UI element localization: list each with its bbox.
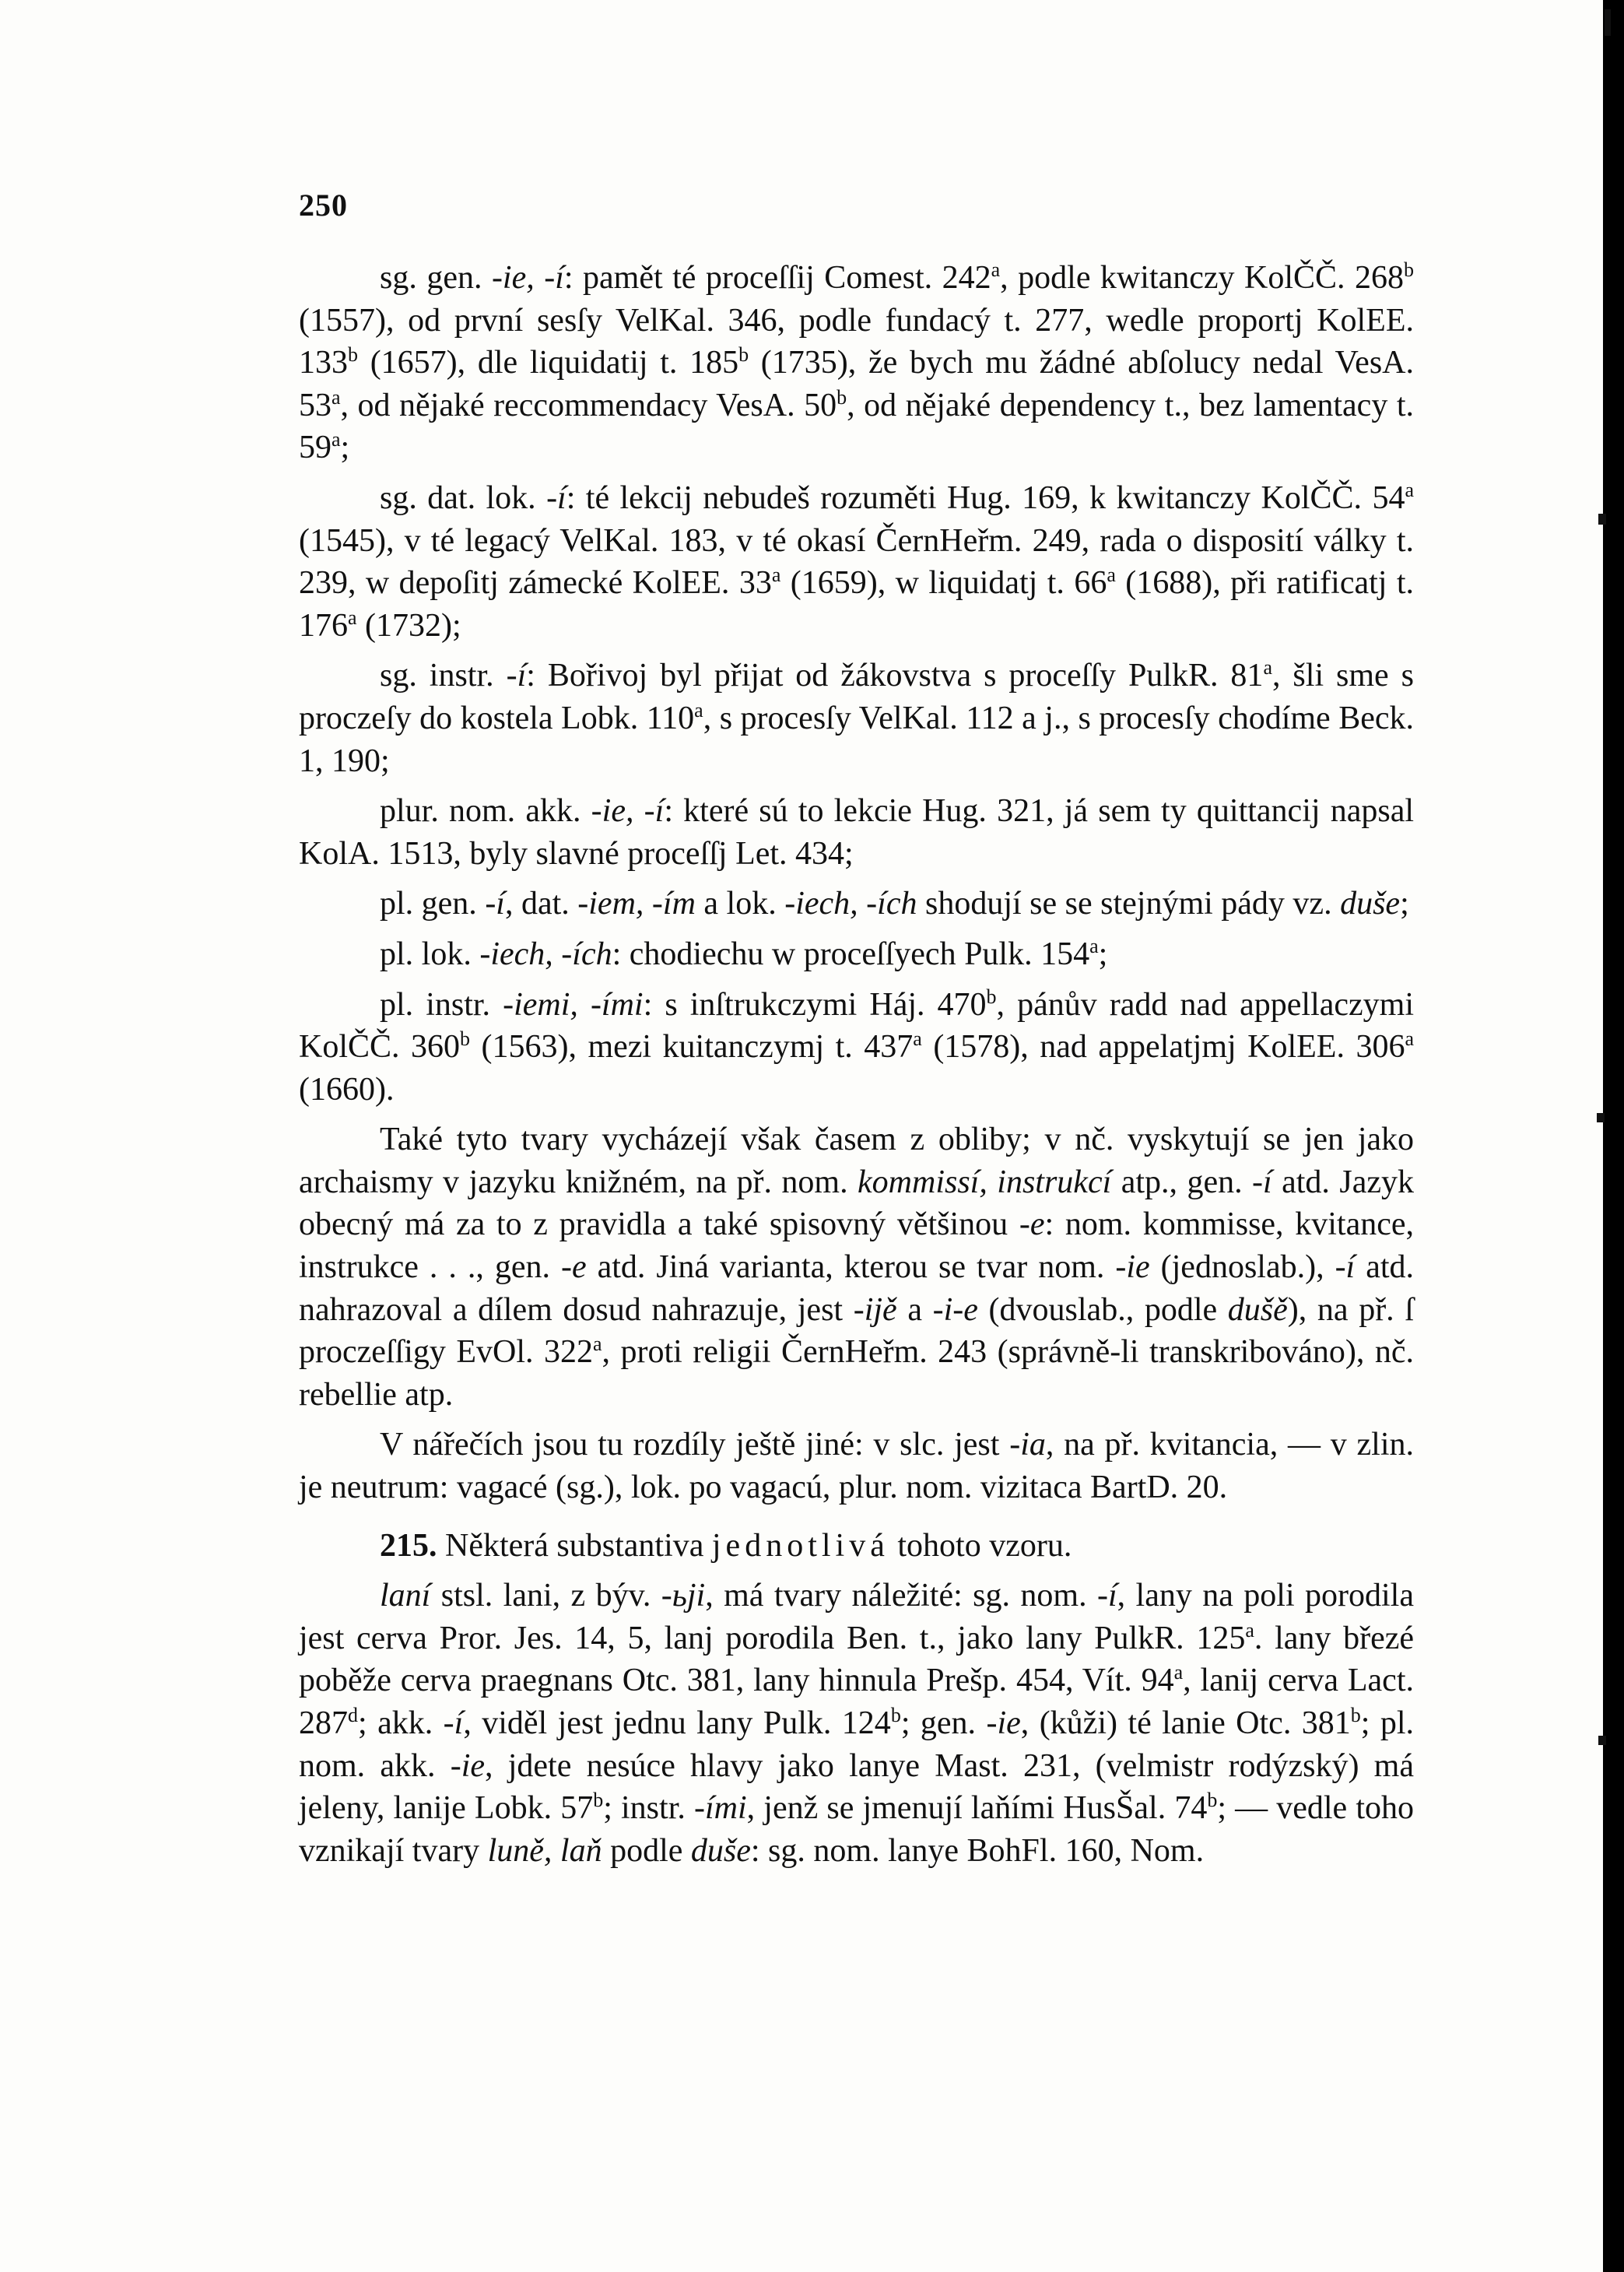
italic-text: -í (1335, 1249, 1356, 1286)
italic-text: -ie, -í (491, 260, 564, 296)
paragraph (299, 883, 1414, 925)
paragraph (299, 655, 1414, 782)
superscript: a (1405, 1027, 1414, 1051)
body-text (299, 257, 1414, 1880)
italic-text: -ie (1115, 1249, 1150, 1286)
superscript: b (837, 385, 847, 409)
text-run: pl. instr. (380, 986, 503, 1023)
scan-edge-mark (1598, 514, 1606, 525)
paragraph (299, 790, 1414, 875)
page-number: 250 (299, 188, 348, 223)
text-run: (1578), nad appelatjmj KolEE. 306 (921, 1029, 1405, 1066)
italic-text: -e (1019, 1206, 1045, 1243)
text-run: (1732); (356, 607, 461, 644)
text-run: ; (1400, 886, 1409, 922)
text-run: podle (602, 1832, 691, 1869)
text-run: ; gen. (900, 1705, 987, 1741)
italic-text: duše (1340, 886, 1401, 922)
text-run: (1545), v té legacý VelKal. 183, v té okasí ČernHeřm. 249, rada o disposití války t. 239, w depoſitj zámecké KolEE. 33 (299, 522, 1414, 602)
paragraph (299, 984, 1414, 1111)
superscript: b (460, 1027, 471, 1051)
italic-text: -ьji (661, 1578, 706, 1614)
text-run: atd. Jazyk obecný má za to z pravidla a také spisovný většinou (299, 1164, 1414, 1243)
text-run: pl. gen. (380, 886, 486, 922)
superscript: d (348, 1704, 358, 1726)
text-run: Některá substantiva (437, 1527, 712, 1564)
text-run: , jenž se jmenují laňími HusŠal. 74 (746, 1790, 1208, 1827)
text-run: : nom. kommisse, kvitance, instrukce . . ., gen. (299, 1206, 1414, 1286)
text-run: , lanij cerva Lact. 287 (299, 1663, 1414, 1741)
text-run: ; instr. (603, 1790, 694, 1827)
text-run: , pánův radd nad appellaczymi KolČČ. 360 (299, 986, 1415, 1066)
paragraph (299, 933, 1414, 976)
text-run: atd. Jiná varianta, kterou se tvar nom. (586, 1249, 1116, 1286)
superscript: a (331, 428, 341, 451)
superscript: a (331, 385, 341, 409)
text-run: (jednoslab.), (1149, 1249, 1335, 1286)
paragraph (299, 477, 1414, 647)
paragraph (299, 1424, 1414, 1508)
superscript: b (1404, 258, 1414, 281)
text-run: , lany na poli porodila jest cerva Pror. Jes. 14, 5, lanj porodila Ben. t., jako lany PulkR. 125 (299, 1578, 1414, 1656)
text-run: , jdete nesúce hlavy jako lanye Mast. 231, (velmistr rodýzský) má jeleny, lanije Lobk. 57 (299, 1747, 1414, 1827)
italic-text: -iemi, -ími (503, 986, 644, 1023)
text-run: , podle kwitanczy KolČČ. 268 (1000, 260, 1404, 296)
text-run: ; — vedle toho vznikají tvary (299, 1790, 1414, 1869)
text-run: sg. gen. (380, 260, 492, 296)
superscript: a (694, 698, 703, 722)
superscript: b (986, 985, 997, 1008)
text-run: , na př. kvitancia, — v zlin. je neutrum: vagacé (sg.), lok. po vagacú, plur. nom. vizitaca BartD. 20. (299, 1427, 1414, 1506)
italic-text: -iech, -ích (784, 886, 917, 922)
superscript: b (890, 1704, 901, 1726)
italic-text: -ia (1009, 1427, 1046, 1463)
italic-text: -í (485, 886, 505, 922)
italic-text: -í (546, 479, 566, 516)
superscript: b (593, 1789, 604, 1812)
text-run: (dvouslab., podle (977, 1291, 1228, 1328)
text-run: , s procesſy VelKal. 112 a j., s procesſy chodíme Beck. 1, 190; (299, 700, 1414, 779)
text-run: sg. dat. lok. (380, 479, 547, 516)
text-run: : sg. nom. lanye BohFl. 160, Nom. (750, 1832, 1205, 1869)
text-run: atd. nahrazoval a dílem dosud nahrazuje, jest (299, 1249, 1415, 1328)
superscript: a (1263, 656, 1272, 679)
superscript: a (1107, 564, 1116, 587)
text-run: ; akk. (358, 1705, 444, 1741)
text-run: (1660). (299, 1071, 395, 1108)
text-run: , od nějaké reccommendacy VesA. 50 (340, 387, 837, 423)
scan-edge-mark (1597, 1113, 1605, 1122)
text-run: (1563), mezi kuitanczymj t. 437 (470, 1029, 914, 1066)
text-run: : Bořivoj byl přijat od žákovstva s proceſſy PulkR. 81 (526, 658, 1264, 694)
text-run: atp., gen. (1111, 1164, 1253, 1200)
superscript: a (771, 564, 781, 587)
text-run: (1557), od první sesſy VelKal. 346, podle fundacý t. 277, wedle proportj KolEE. 133 (299, 302, 1414, 381)
text-run: Také tyto tvary vycházejí však časem z obliby; v nč. vyskytují se jen jako archaismy v jazyku knižném, na př. nom. (299, 1122, 1414, 1200)
text-run: stsl. lani, z býv. (430, 1578, 661, 1614)
italic-text: -ie (986, 1705, 1021, 1741)
text-run: sg. instr. (380, 658, 507, 694)
superscript: a (913, 1027, 922, 1051)
text-run: . lany březé poběže cerva praegnans Otc. 381, lany hinnula Prešp. 454, Vít. 94 (299, 1620, 1414, 1699)
italic-text: -iem, -ím (577, 886, 696, 922)
italic-text: -í (1252, 1164, 1272, 1200)
superscript: b (348, 343, 358, 367)
text-run: ), na př. ſ proczeſſigy EvOl. 322 (299, 1291, 1414, 1371)
superscript: a (348, 606, 357, 629)
text-run: , od nějaké dependency t., bez lamentacy t. 59 (299, 387, 1414, 466)
superscript: a (1173, 1661, 1184, 1684)
paragraph (299, 1118, 1414, 1416)
text-run: tohoto vzoru. (889, 1527, 1072, 1564)
text-run: : té lekcij nebudeš rozuměti Hug. 169, k kwitanczy KolČČ. 54 (566, 479, 1405, 516)
text-run: , viděl jest jednu lany Pulk. 124 (463, 1705, 891, 1741)
italic-text: -ie, -í (591, 793, 665, 830)
text-run: (1657), dle liquidatij t. 185 (358, 345, 739, 381)
superscript: a (592, 1333, 602, 1356)
scan-edge-mark (1598, 1736, 1606, 1745)
text-run: (1688), při ratificatj t. 176 (299, 565, 1414, 644)
text-run: jednotlivá (711, 1527, 889, 1564)
italic-text: duše (690, 1832, 751, 1869)
italic-text: kommissí, instrukcí (858, 1164, 1112, 1200)
text-run: , dat. (504, 886, 578, 922)
italic-text: -ijě (853, 1291, 897, 1328)
superscript: b (738, 343, 749, 367)
superscript: a (991, 258, 1001, 281)
italic-text: luně, laň (487, 1832, 602, 1869)
text-run: (1735), že bych mu žádné abſolucy nedal VesA. 53 (299, 345, 1414, 423)
text-run: ; pl. nom. akk. (299, 1705, 1415, 1784)
italic-text: -í (1096, 1578, 1117, 1614)
text-run: , (kůži) té lanie Otc. 381 (1020, 1705, 1351, 1741)
italic-text: -e (560, 1249, 587, 1286)
scan-edge-mark (1605, 9, 1611, 36)
italic-text: -ími (694, 1790, 747, 1827)
text-run: ; (340, 430, 350, 466)
paragraph (299, 1575, 1414, 1872)
paragraph (299, 1525, 1414, 1568)
text-run: (1659), w liquidatj t. 66 (780, 565, 1107, 602)
section-number: 215. (380, 1527, 437, 1564)
text-run: : chodiechu w proceſſyech Pulk. 154 (612, 936, 1090, 972)
text-run: a (896, 1291, 933, 1328)
text-run: : které sú to lekcie Hug. 321, já sem ty quittancij napsal KolA. 1513, byly slavné proceſſj Let. 434; (299, 793, 1415, 872)
text-run: , šli sme s proczeſy do kostela Lobk. 110 (299, 658, 1414, 736)
text-run: : pamět té proceſſij Comest. 242 (563, 260, 991, 296)
superscript: a (1245, 1618, 1254, 1642)
text-run: shodují se se stejnými pády vz. (917, 886, 1341, 922)
paragraph (299, 257, 1414, 469)
italic-text: dušě (1227, 1291, 1288, 1328)
text-run: a lok. (695, 886, 785, 922)
superscript: a (1405, 478, 1414, 501)
italic-text: -í (443, 1705, 464, 1741)
text-run: , proti religii ČernHeřm. 243 (správně-li transkribováno), nč. rebellie atp. (299, 1334, 1415, 1413)
italic-text: -iech, -ích (479, 936, 612, 972)
text-run: plur. nom. akk. (380, 793, 591, 830)
text-run: pl. lok. (380, 936, 480, 972)
italic-text: -i-e (932, 1291, 978, 1328)
italic-text: -í (506, 658, 527, 694)
superscript: a (1089, 934, 1099, 957)
superscript: b (1350, 1704, 1361, 1726)
text-run: : s inſtrukczymi Háj. 470 (643, 986, 987, 1023)
text-run: , má tvary náležité: sg. nom. (705, 1578, 1097, 1614)
superscript: b (1207, 1789, 1218, 1812)
italic-text: laní (380, 1578, 431, 1614)
italic-text: -ie (450, 1747, 486, 1784)
text-run: V nářečích jsou tu rozdíly ještě jiné: v slc. jest (380, 1427, 1010, 1463)
text-run: ; (1098, 936, 1108, 972)
